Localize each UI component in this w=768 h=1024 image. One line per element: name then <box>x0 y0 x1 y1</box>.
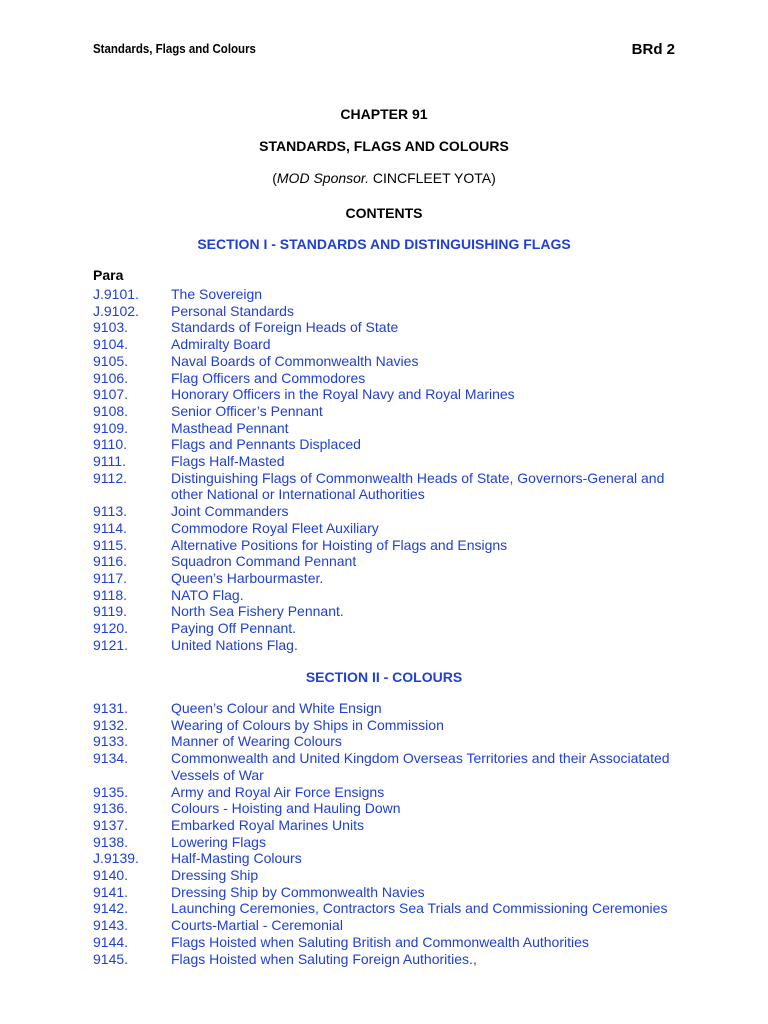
section-2-contents-list <box>93 700 693 967</box>
para-title: Senior Officer’s Pennant <box>171 402 323 419</box>
para-title: Courts-Martial - Ceremonial <box>171 917 343 934</box>
para-title: Alternative Positions for Hoisting of Flags and Ensigns <box>171 536 508 553</box>
section-1-heading-link[interactable]: SECTION I - STANDARDS AND DISTINGUISHING FLAGS <box>197 236 571 252</box>
contents-entry-link[interactable] <box>93 353 693 370</box>
running-header-title: Standards, Flags and Colours <box>93 42 256 56</box>
contents-entry-link[interactable] <box>93 319 693 336</box>
para-title: Standards of Foreign Heads of State <box>171 319 399 336</box>
para-title: United Nations Flag. <box>171 636 298 653</box>
para-column-label: Para <box>93 267 124 283</box>
contents-entry-link[interactable] <box>93 817 693 834</box>
para-number: 9121. <box>93 636 129 653</box>
contents-entry-link[interactable] <box>93 386 693 403</box>
para-title: Commodore Royal Fleet Auxiliary <box>171 519 379 536</box>
para-title: Queen’s Harbourmaster. <box>171 569 324 586</box>
contents-entry-link[interactable] <box>93 470 693 503</box>
contents-entry-link[interactable] <box>93 303 693 320</box>
para-title: Naval Boards of Commonwealth Navies <box>171 352 419 369</box>
para-number: 9119. <box>93 603 127 620</box>
para-title: Launching Ceremonies, Contractors Sea Trials and Commissioning Ceremonies <box>171 900 668 917</box>
para-title: Paying Off Pennant. <box>171 620 297 637</box>
sponsor-value: CINCFLEET YOTA) <box>368 170 496 186</box>
contents-entry-link[interactable] <box>93 700 693 717</box>
para-number: 9112. <box>93 469 127 486</box>
para-number: 9133. <box>93 733 129 750</box>
para-number: 9145. <box>93 950 129 967</box>
running-header-book-ref: BRd 2 <box>631 41 675 58</box>
para-number: 9111. <box>93 453 126 470</box>
contents-entry-link[interactable] <box>93 800 693 817</box>
para-number: 9110. <box>93 436 127 453</box>
sponsor-line <box>0 170 768 186</box>
contents-entry-link[interactable] <box>93 784 693 801</box>
contents-entry-link[interactable] <box>93 503 693 520</box>
para-number: 9109. <box>93 419 129 436</box>
contents-entry-link[interactable] <box>93 750 693 783</box>
para-title: Army and Royal Air Force Ensigns <box>171 783 385 800</box>
para-number: 9135. <box>93 783 129 800</box>
contents-entry-link[interactable] <box>93 453 693 470</box>
para-number: 9140. <box>93 867 129 884</box>
para-title: Flags and Pennants Displaced <box>171 436 361 453</box>
para-number: 9104. <box>93 336 129 353</box>
para-number: 9143. <box>93 917 129 934</box>
contents-entry-link[interactable] <box>93 717 693 734</box>
sponsor-open-paren: ( <box>272 170 277 186</box>
chapter-title: STANDARDS, FLAGS AND COLOURS <box>259 138 509 154</box>
contents-entry-link[interactable] <box>93 850 693 867</box>
contents-entry-link[interactable] <box>93 603 693 620</box>
para-title: Honorary Officers in the Royal Navy and Royal Marines <box>171 386 515 403</box>
contents-entry-link[interactable] <box>93 370 693 387</box>
contents-entry-link[interactable] <box>93 934 693 951</box>
para-number: J.9102. <box>93 302 139 319</box>
para-title: Commonwealth and United Kingdom Overseas Territories and their Associatated Vessels of War <box>171 750 670 783</box>
para-title: Joint Commanders <box>171 503 289 520</box>
para-title: Wearing of Colours by Ships in Commission <box>171 716 444 733</box>
sponsor-label: MOD Sponsor. <box>276 170 369 186</box>
contents-entry-link[interactable] <box>93 867 693 884</box>
para-title: NATO Flag. <box>171 586 244 603</box>
para-number: 9132. <box>93 716 129 733</box>
para-title: Admiralty Board <box>171 336 271 353</box>
para-number: 9144. <box>93 933 129 950</box>
para-number: 9116. <box>93 553 127 570</box>
para-title: Flags Hoisted when Saluting Foreign Authorities., <box>171 950 477 967</box>
para-number: J.9139. <box>93 850 139 867</box>
para-number: 9117. <box>93 569 127 586</box>
contents-entry-link[interactable] <box>93 733 693 750</box>
contents-entry-link[interactable] <box>93 286 693 303</box>
contents-entry-link[interactable] <box>93 620 693 637</box>
contents-entry-link[interactable] <box>93 587 693 604</box>
contents-entry-link[interactable] <box>93 403 693 420</box>
para-number: 9108. <box>93 402 129 419</box>
para-title: Flag Officers and Commodores <box>171 369 366 386</box>
contents-entry-link[interactable] <box>93 570 693 587</box>
contents-entry-link[interactable] <box>93 834 693 851</box>
para-number: J.9101. <box>93 286 139 302</box>
contents-entry-link[interactable] <box>93 336 693 353</box>
para-number: 9138. <box>93 833 129 850</box>
section-2-heading-link[interactable]: SECTION II - COLOURS <box>305 669 463 685</box>
contents-entry-link[interactable] <box>93 951 693 968</box>
para-number: 9106. <box>93 369 129 386</box>
para-title: Flags Hoisted when Saluting British and Commonwealth Authorities <box>171 933 589 950</box>
para-number: 9113. <box>93 503 127 520</box>
para-title: Flags Half-Masted <box>171 453 285 470</box>
contents-entry-link[interactable] <box>93 884 693 901</box>
section-1-contents-list <box>93 286 693 653</box>
para-title: Distinguishing Flags of Commonwealth Heads of State, Governors-General and other National or International Authorities <box>171 469 665 503</box>
para-number: 9134. <box>93 750 129 767</box>
contents-entry-link[interactable] <box>93 637 693 654</box>
para-title: Masthead Pennant <box>171 419 289 436</box>
para-title: Manner of Wearing Colours <box>171 733 342 750</box>
para-number: 9141. <box>93 883 129 900</box>
contents-entry-link[interactable] <box>93 917 693 934</box>
contents-entry-link[interactable] <box>93 553 693 570</box>
para-title: Dressing Ship by Commonwealth Navies <box>171 883 425 900</box>
para-title: Half-Masting Colours <box>171 850 302 867</box>
para-number: 9105. <box>93 352 129 369</box>
para-number: 9142. <box>93 900 129 917</box>
chapter-number: CHAPTER 91 <box>340 106 428 122</box>
para-title: The Sovereign <box>171 286 263 302</box>
contents-entry-link[interactable] <box>93 537 693 554</box>
para-number: 9131. <box>93 700 129 716</box>
para-title: Personal Standards <box>171 302 294 319</box>
para-title: Dressing Ship <box>171 867 259 884</box>
para-number: 9137. <box>93 816 129 833</box>
para-title: Lowering Flags <box>171 833 266 850</box>
contents-entry-link[interactable] <box>93 900 693 917</box>
para-title: North Sea Fishery Pennant. <box>171 603 344 620</box>
contents-heading: CONTENTS <box>345 205 423 221</box>
para-title: Queen’s Colour and White Ensign <box>171 700 382 716</box>
para-number: 9120. <box>93 620 129 637</box>
para-number: 9115. <box>93 536 127 553</box>
para-number: 9114. <box>93 519 127 536</box>
para-number: 9103. <box>93 319 129 336</box>
contents-entry-link[interactable] <box>93 436 693 453</box>
contents-entry-link[interactable] <box>93 420 693 437</box>
contents-entry-link[interactable] <box>93 520 693 537</box>
para-number: 9107. <box>93 386 129 403</box>
para-number: 9118. <box>93 586 127 603</box>
para-title: Colours - Hoisting and Hauling Down <box>171 800 401 817</box>
para-title: Squadron Command Pennant <box>171 553 357 570</box>
para-number: 9136. <box>93 800 129 817</box>
para-title: Embarked Royal Marines Units <box>171 816 364 833</box>
